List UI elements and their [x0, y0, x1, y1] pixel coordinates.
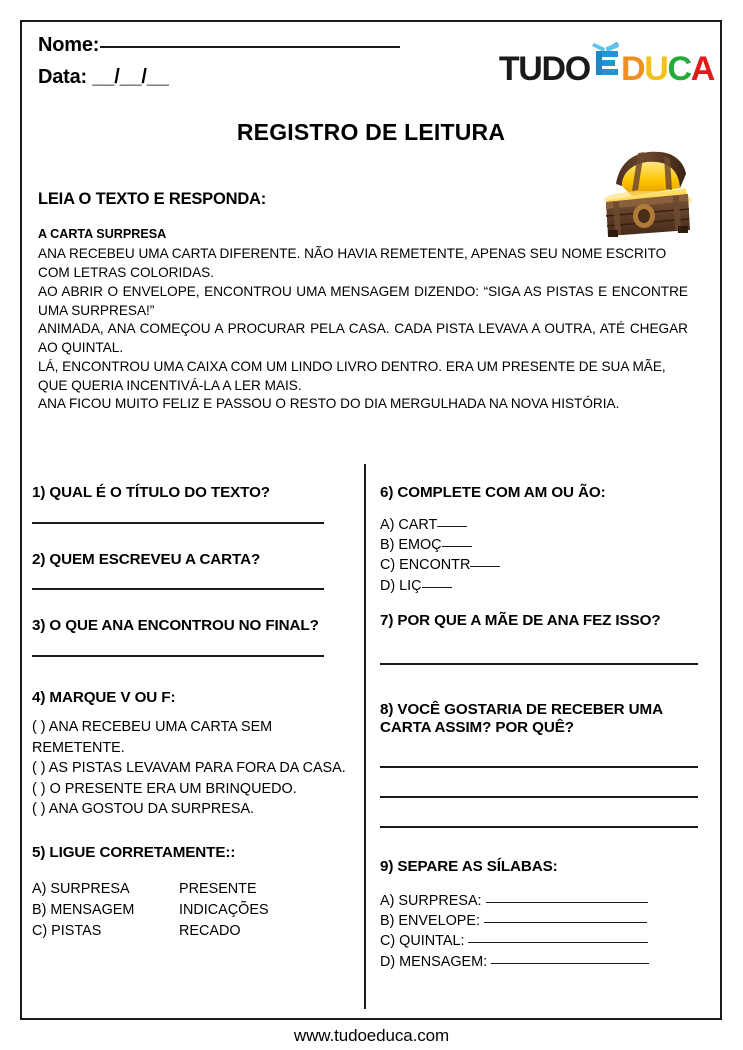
question-9-blank-2[interactable] [484, 922, 647, 923]
question-5-right-items [179, 879, 339, 942]
logo-letter-a: A [690, 50, 714, 88]
logo-letter-u: U [644, 50, 668, 88]
question-4-item-1[interactable]: ( ) ANA RECEBEU UMA CARTA SEM REMETENTE. [32, 719, 273, 756]
question-9: 9) SEPARE AS SÍLABAS: [380, 858, 558, 875]
questions-left-column [32, 462, 362, 942]
questions-right-column [380, 462, 714, 972]
story-paragraph-2: AO ABRIR O ENVELOPE, ENCONTROU UMA MENSAGEM DIZENDO: “SIGA AS PISTAS E ENCONTRE UMA SURPRESA!” [38, 283, 688, 318]
column-divider [364, 464, 366, 1009]
question-6-item-1[interactable] [380, 515, 714, 535]
reading-text-block [38, 226, 688, 414]
question-6-item-3-label: C) ENCONTR [380, 557, 471, 574]
question-9-item-3-label: C) QUINTAL: [380, 933, 465, 950]
question-9-item-4-label: D) MENSAGEM: [380, 953, 488, 970]
story-title: A CARTA SURPRESA [38, 227, 167, 241]
match-right-item[interactable]: RECADO [179, 922, 241, 939]
book-icon [591, 42, 621, 86]
question-7-answer-line[interactable] [380, 663, 698, 665]
question-7: 7) POR QUE A MÃE DE ANA FEZ ISSO? [380, 612, 661, 630]
question-9-item-4[interactable] [380, 952, 714, 972]
question-6: 6) COMPLETE COM AM OU ÃO: [380, 484, 606, 501]
match-right-item[interactable]: INDICAÇÕES [179, 901, 269, 918]
question-9-item-2-label: B) ENVELOPE: [380, 913, 480, 929]
question-9-blank-1[interactable] [486, 902, 648, 903]
name-write-line[interactable] [100, 46, 400, 48]
story-paragraph-1: ANA RECEBEU UMA CARTA DIFERENTE. NÃO HAVIA REMETENTE, APENAS SEU NOME ESCRITO COM LETRAS COLORIDAS. [38, 246, 667, 281]
question-4-item-3[interactable]: ( ) O PRESENTE ERA UM BRINQUEDO. [32, 780, 297, 797]
instruction-text: LEIA O TEXTO E RESPONDA: [38, 190, 267, 208]
question-5-left-items [32, 879, 179, 942]
question-6-blank-2[interactable] [442, 546, 472, 547]
story-paragraph-4: LÁ, ENCONTROU UMA CAIXA COM UM LINDO LIVRO DENTRO. ERA UM PRESENTE DE SUA MÃE, QUE QUERIA INCENTIVÁ-LA A LER MAIS. [38, 358, 666, 393]
questions-area [22, 462, 720, 1020]
match-left-item[interactable]: A) SURPRESA [32, 881, 130, 897]
date-label: Data: __/__/__ [38, 66, 169, 88]
logo-text-tudo: TUDO [498, 50, 590, 88]
name-label: Nome: [38, 34, 100, 56]
question-5: 5) LIGUE CORRETAMENTE:: [32, 844, 236, 862]
question-9-item-1-label: A) SURPRESA: [380, 892, 482, 909]
question-6-item-3[interactable] [380, 555, 714, 575]
question-8-answer-line-2[interactable] [380, 796, 698, 798]
question-1: 1) QUAL É O TÍTULO DO TEXTO? [32, 484, 270, 501]
logo-letter-c: C [667, 50, 691, 88]
match-right-item[interactable]: PRESENTE [179, 881, 257, 897]
story-paragraph-5: ANA FICOU MUITO FELIZ E PASSOU O RESTO DO DIA MERGULHADA NA NOVA HISTÓRIA. [38, 396, 620, 412]
question-5-matching [32, 879, 362, 942]
match-left-item[interactable]: C) PISTAS [32, 922, 102, 939]
question-6-blank-1[interactable] [437, 526, 467, 527]
question-6-blank-4[interactable] [422, 587, 452, 588]
question-8: 8) VOCÊ GOSTARIA DE RECEBER UMA CARTA ASSIM? POR QUÊ? [380, 700, 663, 737]
logo-letter-d: D [620, 50, 645, 88]
page-title: REGISTRO DE LEITURA [236, 119, 506, 145]
footer-website: www.tudoeduca.com [293, 1026, 450, 1045]
question-9-blank-4[interactable] [491, 963, 649, 964]
question-6-item-4[interactable] [380, 576, 714, 596]
question-4-item-4[interactable]: ( ) ANA GOSTOU DA SURPRESA. [32, 801, 255, 817]
worksheet-header [22, 22, 720, 102]
story-paragraph-3: ANIMADA, ANA COMEÇOU A PROCURAR PELA CASA. CADA PISTA LEVAVA A OUTRA, ATÉ CHEGAR AO QUINTAL. [38, 321, 688, 356]
question-9-item-3[interactable] [380, 931, 714, 951]
name-field-row [38, 34, 400, 57]
question-3-answer-line[interactable] [32, 655, 324, 657]
question-9-blank-3[interactable] [468, 942, 648, 943]
question-8-answer-line-3[interactable] [380, 826, 698, 828]
question-6-item-1-label: A) CART [380, 516, 438, 533]
question-2: 2) QUEM ESCREVEU A CARTA? [32, 550, 261, 568]
question-3: 3) O QUE ANA ENCONTROU NO FINAL? [32, 617, 319, 635]
match-left-item[interactable]: B) MENSAGEM [32, 901, 135, 918]
worksheet-frame [20, 20, 722, 1020]
question-6-blank-3[interactable] [470, 566, 500, 567]
question-4: 4) MARQUE V OU F: [32, 688, 176, 706]
question-9-item-1[interactable] [380, 891, 714, 911]
question-9-item-2[interactable] [380, 911, 714, 931]
question-6-item-4-label: D) LIÇ [380, 577, 422, 594]
question-1-answer-line[interactable] [32, 522, 324, 524]
question-2-answer-line[interactable] [32, 588, 324, 590]
question-6-item-2[interactable] [380, 535, 714, 555]
question-8-answer-line-1[interactable] [380, 766, 698, 768]
question-4-item-2[interactable]: ( ) AS PISTAS LEVAVAM PARA FORA DA CASA. [32, 760, 346, 777]
tudoeduca-logo [499, 32, 714, 86]
date-field-row[interactable] [38, 66, 169, 89]
question-6-item-2-label: B) EMOÇ [380, 537, 442, 553]
